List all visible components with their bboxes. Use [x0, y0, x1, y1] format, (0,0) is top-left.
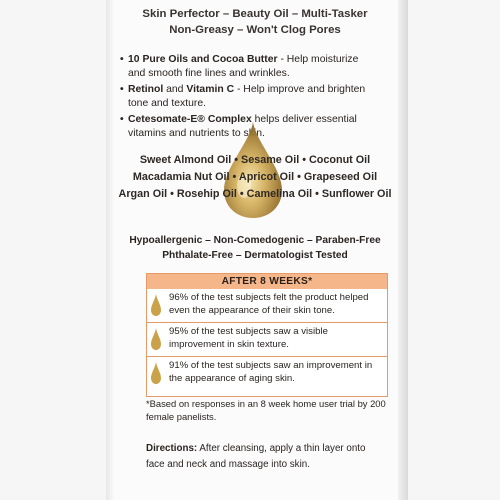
benefit-oils [120, 53, 370, 81]
benefit-complex-title: Cetesomate-E® Complex [128, 114, 252, 125]
benefit-oils-text: - Help moisturize and smooth fine lines and wrinkles. [128, 54, 359, 79]
footnote: *Based on responses in an 8 week home user trial by 200 female panelists. [146, 398, 386, 422]
oil-list-line-3: Argan Oil • Rosehip Oil • Camelina Oil • Sunflower Oil [118, 188, 392, 200]
tagline [116, 6, 394, 38]
claims [116, 233, 394, 263]
benefit-retinol-text: - Help improve and brighten tone and texture. [128, 84, 366, 109]
benefit-retinol-title: Retinol [128, 84, 164, 95]
benefit-complex-text: helps deliver essential vitamins and nutrients to skin. [128, 114, 357, 139]
result-row [147, 356, 387, 390]
oil-list [116, 152, 394, 203]
drop-icon [150, 327, 162, 351]
drop-icon [150, 293, 162, 317]
oil-list-line-1: Sweet Almond Oil • Sesame Oil • Coconut Oil [139, 154, 371, 166]
result-row [147, 322, 387, 356]
side-panel [116, 0, 394, 500]
benefit-retinol-and: and [163, 84, 187, 95]
tagline-line-2: Non-Greasy – Won't Clog Pores [169, 24, 341, 36]
tagline-line-1: Skin Perfector – Beauty Oil – Multi-Tasker [142, 8, 368, 20]
benefit-vitamin-c-title: Vitamin C [186, 84, 235, 95]
benefit-oils-title: 10 Pure Oils and Cocoa Butter [128, 54, 278, 65]
results-box [146, 273, 388, 397]
directions-text: After cleansing, apply a thin layer onto face and neck and massage into skin. [146, 443, 366, 470]
result-text: 91% of the test subjects saw an improvement in the appearance of aging skin. [169, 360, 373, 384]
result-text: 95% of the test subjects saw a visible improvement in skin texture. [169, 326, 328, 350]
claims-line-1: Hypoallergenic – Non-Comedogenic – Paraben-Free [129, 235, 381, 246]
result-row [147, 289, 387, 322]
claims-line-2: Phthalate-Free – Dermatologist Tested [162, 250, 348, 261]
carton-right-edge [398, 0, 408, 500]
results-header: AFTER 8 WEEKS* [147, 274, 387, 289]
drop-icon [150, 361, 162, 385]
directions-label: Directions: [146, 443, 198, 454]
benefit-retinol [120, 83, 370, 111]
result-text: 96% of the test subjects felt the product helped even the appearance of their skin tone. [169, 292, 369, 316]
carton-left-edge [106, 0, 114, 500]
directions [146, 441, 386, 473]
oil-list-line-2: Macadamia Nut Oil • Apricot Oil • Grapeseed Oil [132, 171, 378, 183]
